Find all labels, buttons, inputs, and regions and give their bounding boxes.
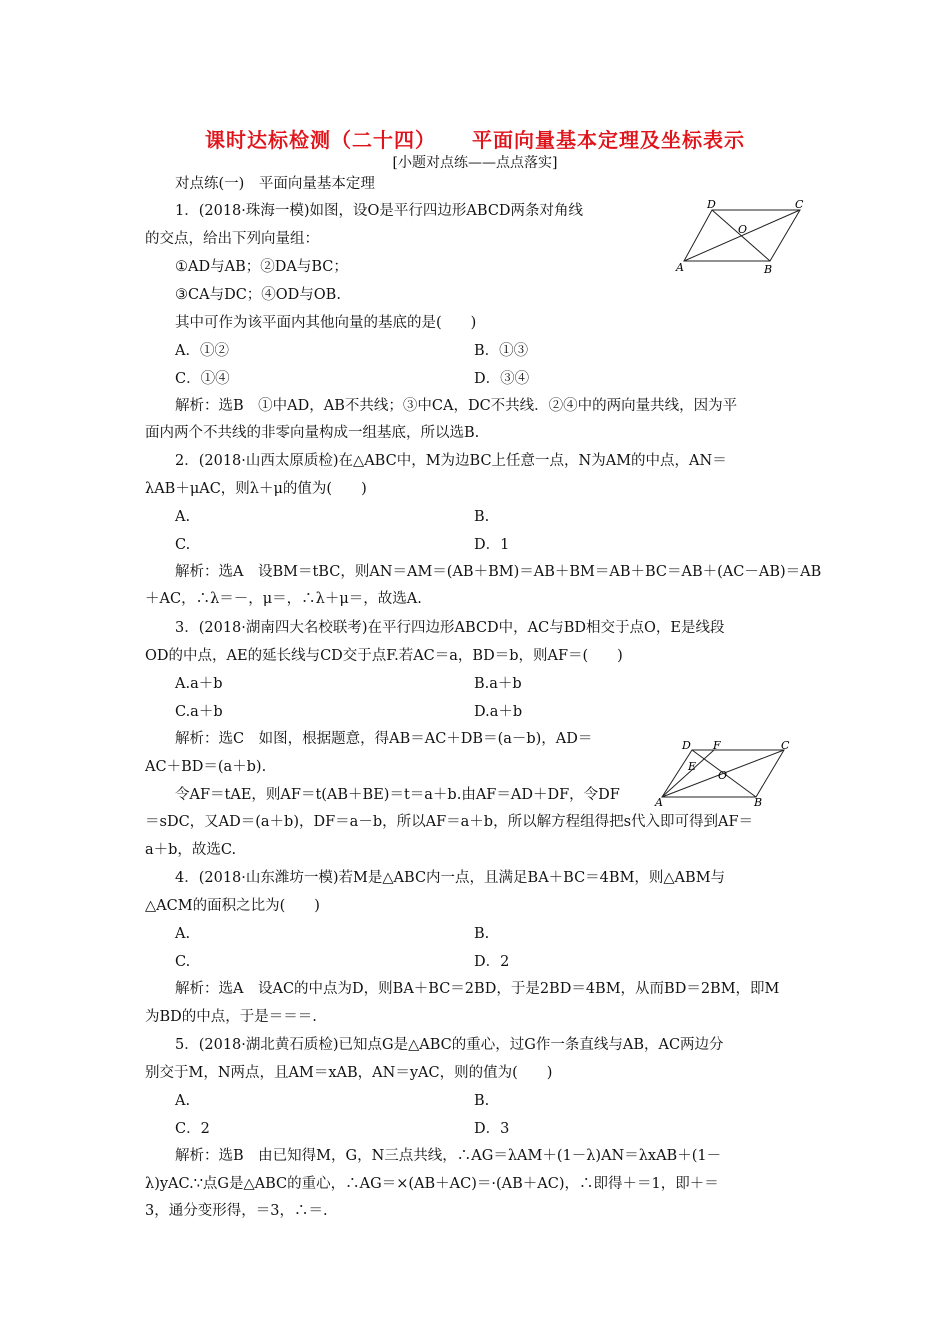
- label-b: B: [754, 796, 763, 809]
- q1-analysis: 面内两个不共线的非零向量构成一组基底，所以选B.: [145, 425, 480, 441]
- q3-analysis: 令AF＝tAE，则AF＝t(AB＋BE)＝t＝a＋b.由AF＝AD＋DF，令DF: [175, 787, 620, 803]
- q2-option-c: C.: [175, 537, 191, 553]
- label-a: A: [676, 261, 684, 274]
- q5-option-d: D．3: [474, 1121, 510, 1137]
- q4-option-c: C.: [175, 954, 191, 970]
- title-left: 课时达标检测（二十四）: [205, 128, 436, 152]
- label-e: E: [688, 760, 697, 773]
- label-o: O: [718, 769, 728, 782]
- q1-analysis: 解析：选B ①中AD，AB不共线；③中CA，DC不共线．②④中的两向量共线，因为平: [175, 398, 738, 414]
- subtitle: [小题对点练——点点落实]: [392, 155, 558, 171]
- title-right: 平面向量基本定理及坐标表示: [472, 128, 745, 152]
- label-d: D: [682, 740, 691, 752]
- q4-option-d: D．2: [474, 954, 510, 970]
- label-c: C: [781, 740, 790, 752]
- q3-analysis: ＝sDC，又AD＝(a＋b)，DF＝a－b，所以AF＝a＋b，所以解方程组得把s代入即可得到AF＝: [145, 814, 754, 830]
- q5-analysis: 解析：选B 由已知得M，G，N三点共线，∴AG＝λAM＋(1－λ)AN＝λxAB＋(1－: [175, 1148, 722, 1164]
- q3-option-b: B.a＋b: [474, 676, 522, 692]
- q3-analysis: 解析：选C 如图，根据题意，得AB＝AC＋DB＝(a－b)，AD＝: [175, 731, 593, 747]
- q2-option-b: B.: [474, 509, 490, 525]
- parallelogram-figure-2: [652, 740, 797, 810]
- q2-line: λAB＋μAC，则λ＋μ的值为( ): [145, 481, 367, 497]
- q5-option-a: A.: [175, 1093, 191, 1109]
- label-c: C: [795, 198, 804, 211]
- q1-option-c: C．①④: [175, 371, 230, 387]
- q4-analysis: 为BD的中点，于是＝＝＝.: [145, 1009, 317, 1025]
- label-o: O: [738, 223, 748, 236]
- q3-analysis: AC＋BD＝(a＋b).: [145, 759, 267, 775]
- q2-option-d: D．1: [474, 537, 510, 553]
- q4-line: 4．(2018·山东潍坊一模)若M是△ABC内一点，且满足BA＋BC＝4BM，则△ABM与: [175, 870, 726, 886]
- q1-option-b: B．①③: [474, 343, 529, 359]
- q2-analysis: 解析：选A 设BM＝tBC，则AN＝AM＝(AB＋BM)＝AB＋BM＝AB＋BC＝AB＋(AC－AB)＝AB: [175, 564, 822, 580]
- q1-line: 1．(2018·珠海一模)如图，设O是平行四边形ABCD两条对角线: [175, 203, 584, 219]
- q2-option-a: A.: [175, 509, 191, 525]
- q1-line: 的交点，给出下列向量组：: [145, 231, 319, 247]
- q3-line: OD的中点，AE的延长线与CD交于点F.若AC＝a，BD＝b，则AF＝( ): [145, 648, 623, 664]
- q5-analysis: 3，通分变形得，＝3，∴＝.: [145, 1203, 328, 1219]
- q1-option-a: A．①②: [175, 343, 229, 359]
- q4-option-a: A.: [175, 926, 191, 942]
- q1-group: ①AD与AB；②DA与BC；: [175, 259, 348, 275]
- q5-analysis: λ)yAC.∵点G是△ABC的重心，∴AG＝×(AB＋AC)＝·(AB＋AC)，∴即得＋＝1，即＋＝: [145, 1176, 719, 1192]
- q1-stem: 其中可作为该平面内其他向量的基底的是( ): [175, 315, 477, 331]
- section-heading: 对点练(一) 平面向量基本定理: [175, 176, 375, 192]
- label-b: B: [764, 263, 773, 276]
- q5-option-c: C．2: [175, 1121, 210, 1137]
- q1-group: ③CA与DC；④OD与OB.: [175, 287, 341, 303]
- q3-option-c: C.a＋b: [175, 704, 223, 720]
- page-title: [0, 124, 950, 153]
- q5-option-b: B.: [474, 1093, 490, 1109]
- q3-option-a: A.a＋b: [175, 676, 223, 692]
- q5-line: 别交于M，N两点，且AM＝xAB，AN＝yAC，则的值为( ): [145, 1065, 553, 1081]
- parallelogram-figure-1: [672, 198, 812, 278]
- q3-line: 3．(2018·湖南四大名校联考)在平行四边形ABCD中，AC与BD相交于点O，E是线段: [175, 620, 725, 636]
- q4-line: △ACM的面积之比为( ): [145, 898, 320, 914]
- q2-line: 2．(2018·山西太原质检)在△ABC中，M为边BC上任意一点，N为AM的中点，AN＝: [175, 453, 727, 469]
- q1-option-d: D．③④: [474, 371, 530, 387]
- label-f: F: [713, 740, 721, 752]
- q4-option-b: B.: [474, 926, 490, 942]
- label-a: A: [655, 796, 663, 809]
- q3-analysis: a＋b，故选C.: [145, 842, 237, 858]
- label-d: D: [707, 198, 716, 211]
- q2-analysis: ＋AC，∴λ＝－，μ＝，∴λ＋μ＝，故选A.: [145, 591, 422, 607]
- q4-analysis: 解析：选A 设AC的中点为D，则BA＋BC＝2BD，于是2BD＝4BM，从而BD＝2BM，即M: [175, 981, 780, 997]
- q3-option-d: D.a＋b: [474, 704, 523, 720]
- q5-line: 5．(2018·湖北黄石质检)已知点G是△ABC的重心，过G作一条直线与AB，AC两边分: [175, 1037, 724, 1053]
